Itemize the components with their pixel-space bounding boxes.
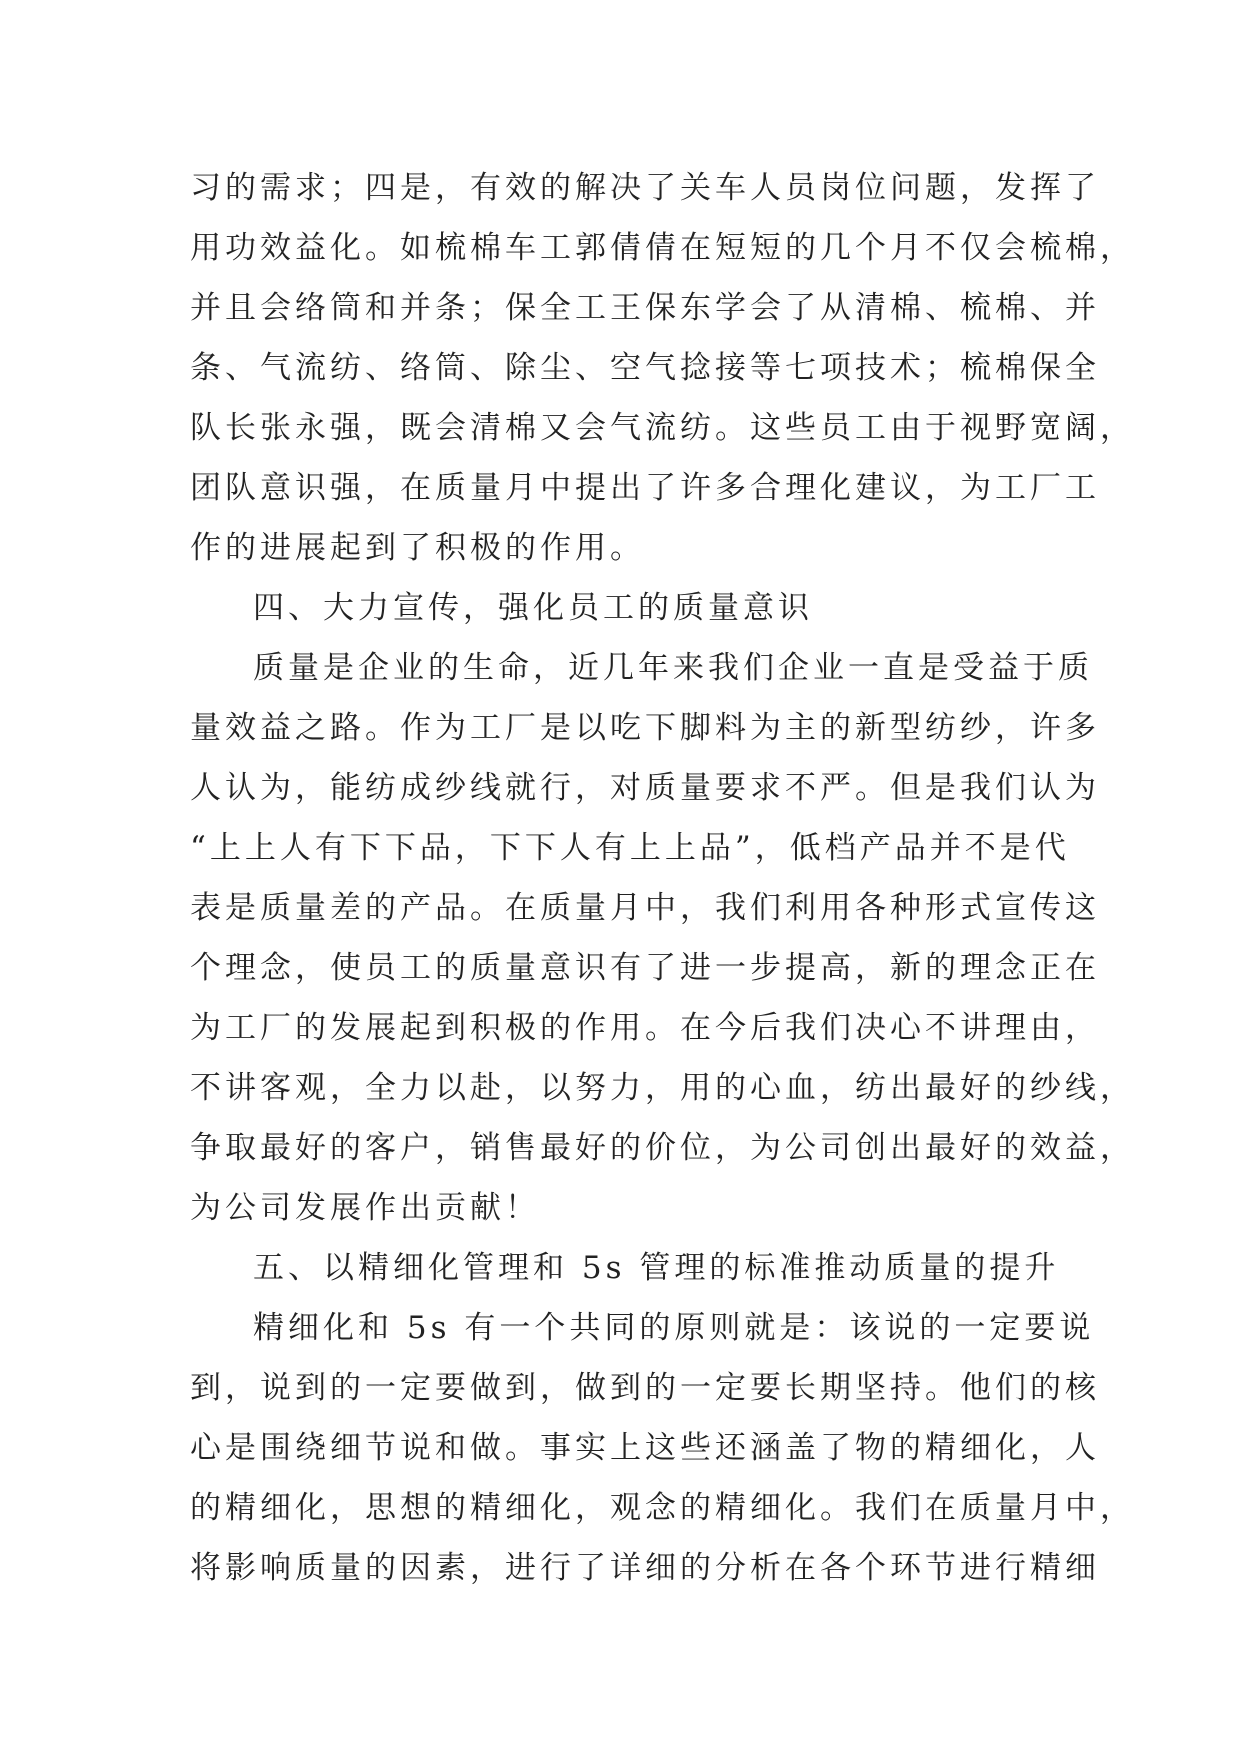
text-line: 习的需求；四是，有效的解决了关车人员岗位问题，发挥了 — [190, 170, 1100, 206]
text-line: 表是质量差的产品。在质量月中，我们利用各种形式宣传这 — [190, 890, 1100, 926]
text-line: 不讲客观，全力以赴，以努力，用的心血，纺出最好的纱线， — [190, 1070, 1135, 1106]
text-line: 量效益之路。作为工厂是以吃下脚料为主的新型纺纱，许多 — [190, 710, 1100, 746]
text-line: 为工厂的发展起到积极的作用。在今后我们决心不讲理由， — [190, 1010, 1100, 1046]
text-line: “上上人有下下品，下下人有上上品”，低档产品并不是代 — [190, 830, 1070, 866]
text-line: 并且会络筒和并条；保全工王保东学会了从清棉、梳棉、并 — [190, 290, 1100, 326]
text-line: 作的进展起到了积极的作用。 — [190, 530, 645, 566]
text-line: 到，说到的一定要做到，做到的一定要长期坚持。他们的核 — [190, 1370, 1100, 1406]
text-line: 条、气流纺、络筒、除尘、空气捻接等七项技术；梳棉保全 — [190, 350, 1100, 386]
paragraph-start: 质量是企业的生命，近几年来我们企业一直是受益于质 — [253, 650, 1093, 686]
text-line: 的精细化，思想的精细化，观念的精细化。我们在质量月中， — [190, 1490, 1135, 1526]
text-line: 将影响质量的因素，进行了详细的分析在各个环节进行精细 — [190, 1550, 1100, 1586]
text-line: 个理念，使员工的质量意识有了进一步提高，新的理念正在 — [190, 950, 1100, 986]
text-line: 为公司发展作出贡献！ — [190, 1190, 540, 1226]
section-heading: 五、以精细化管理和 5s 管理的标准推动质量的提升 — [253, 1250, 1060, 1286]
text-line: 团队意识强，在质量月中提出了许多合理化建议，为工厂工 — [190, 470, 1100, 506]
text-line: 队长张永强，既会清棉又会气流纺。这些员工由于视野宽阔， — [190, 410, 1135, 446]
text-line: 心是围绕细节说和做。事实上这些还涵盖了物的精细化，人 — [190, 1430, 1100, 1466]
paragraph-start: 精细化和 5s 有一个共同的原则就是：该说的一定要说 — [253, 1310, 1095, 1346]
text-line: 人认为，能纺成纱线就行，对质量要求不严。但是我们认为 — [190, 770, 1100, 806]
text-line: 用功效益化。如梳棉车工郭倩倩在短短的几个月不仅会梳棉， — [190, 230, 1135, 266]
text-line: 争取最好的客户，销售最好的价位，为公司创出最好的效益， — [190, 1130, 1135, 1166]
document-body — [190, 158, 1135, 1598]
section-heading: 四、大力宣传，强化员工的质量意识 — [253, 590, 813, 626]
